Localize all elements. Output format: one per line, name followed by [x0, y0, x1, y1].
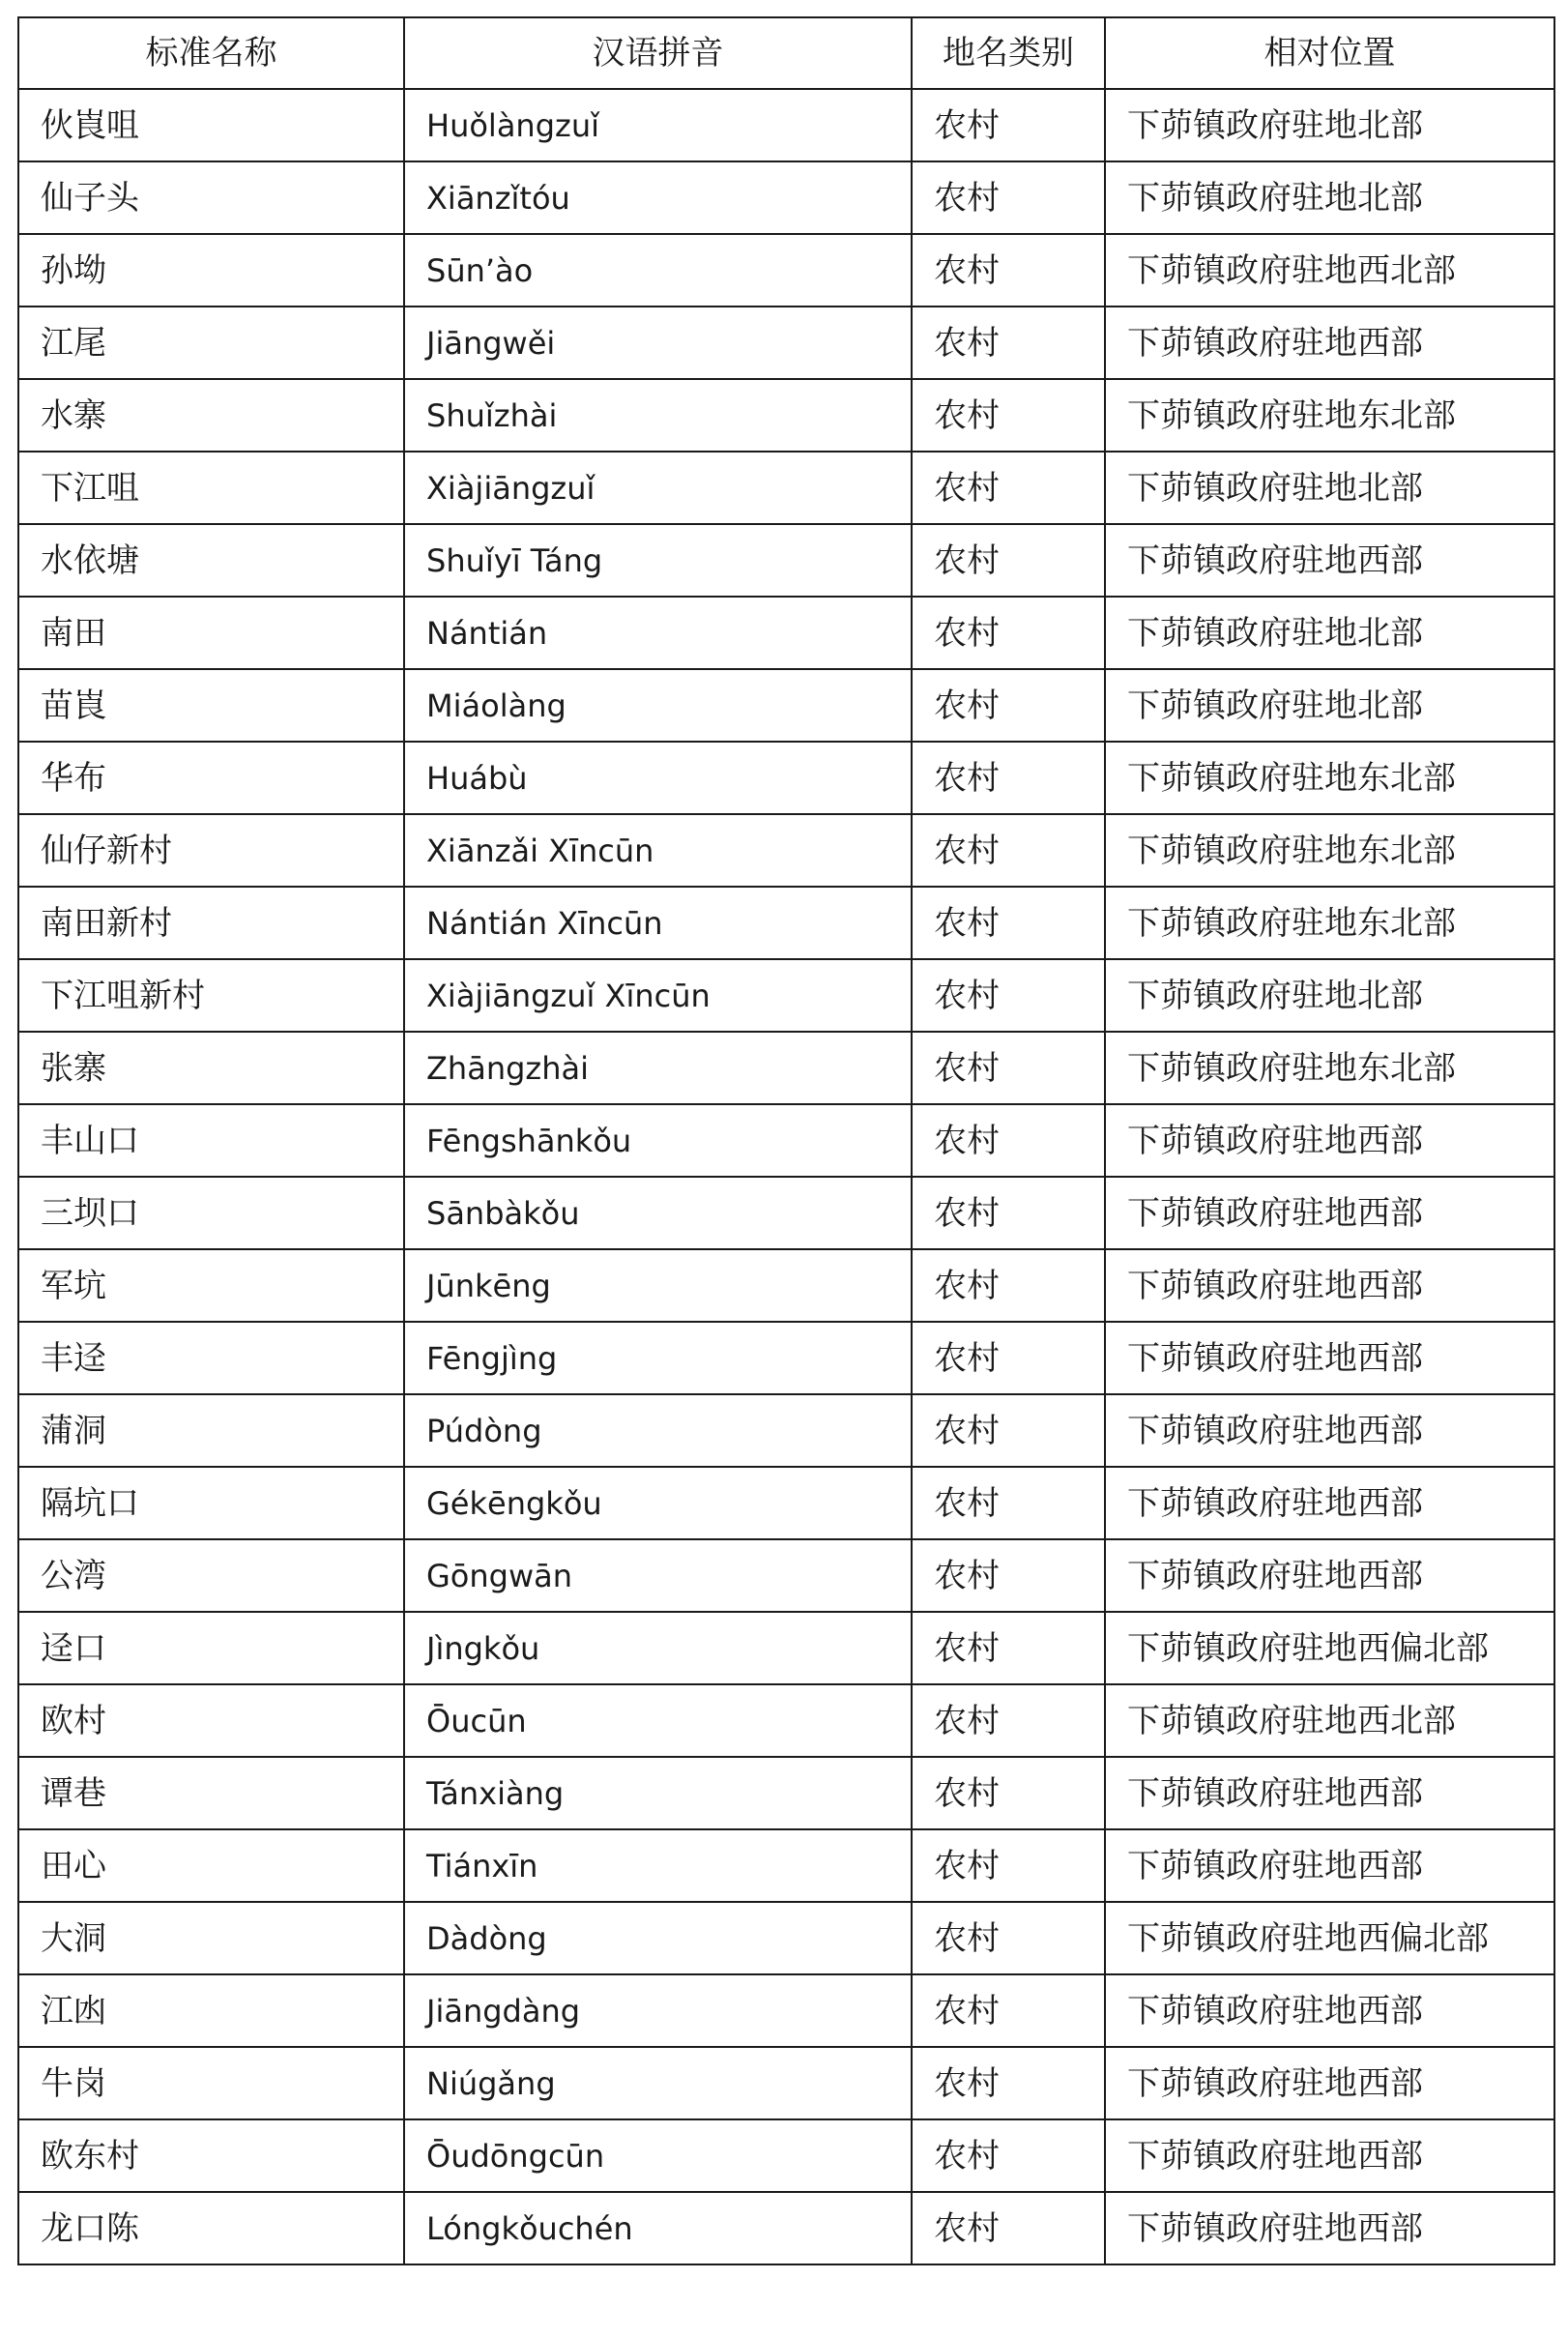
cell-pinyin: Ōudōngcūn — [404, 2119, 912, 2192]
cell-category: 农村 — [912, 1539, 1105, 1612]
table-row — [18, 814, 1554, 887]
table-row — [18, 1829, 1554, 1902]
cell-category: 农村 — [912, 1612, 1105, 1684]
table-row — [18, 2192, 1554, 2264]
table-row — [18, 379, 1554, 452]
cell-relative-position: 下茆镇政府驻地东北部 — [1105, 814, 1554, 887]
cell-standard-name: 蒲洞 — [18, 1394, 404, 1467]
header-relative-position: 相对位置 — [1105, 17, 1554, 89]
header-row — [18, 17, 1554, 89]
cell-category: 农村 — [912, 524, 1105, 597]
table-row — [18, 1177, 1554, 1249]
table-row — [18, 1974, 1554, 2047]
cell-pinyin: Fēngshānkǒu — [404, 1104, 912, 1177]
cell-standard-name: 苗崀 — [18, 669, 404, 742]
cell-pinyin: Shuǐzhài — [404, 379, 912, 452]
table-row — [18, 742, 1554, 814]
cell-standard-name: 牛岗 — [18, 2047, 404, 2119]
cell-pinyin: Zhāngzhài — [404, 1032, 912, 1104]
cell-pinyin: Ōucūn — [404, 1684, 912, 1757]
cell-pinyin: Shuǐyī Táng — [404, 524, 912, 597]
cell-standard-name: 隔坑口 — [18, 1467, 404, 1539]
cell-standard-name: 下江咀新村 — [18, 959, 404, 1032]
cell-category: 农村 — [912, 887, 1105, 959]
cell-standard-name: 欧村 — [18, 1684, 404, 1757]
cell-standard-name: 江凼 — [18, 1974, 404, 2047]
cell-pinyin: Fēngjìng — [404, 1322, 912, 1394]
cell-relative-position: 下茆镇政府驻地西部 — [1105, 1394, 1554, 1467]
cell-pinyin: Jiāngdàng — [404, 1974, 912, 2047]
table-row — [18, 1104, 1554, 1177]
table-row — [18, 959, 1554, 1032]
cell-category: 农村 — [912, 161, 1105, 234]
cell-relative-position: 下茆镇政府驻地北部 — [1105, 597, 1554, 669]
cell-relative-position: 下茆镇政府驻地西部 — [1105, 1829, 1554, 1902]
cell-pinyin: Xiàjiāngzuǐ — [404, 452, 912, 524]
cell-pinyin: Sūn’ào — [404, 234, 912, 307]
cell-relative-position: 下茆镇政府驻地西部 — [1105, 1539, 1554, 1612]
place-name-table-wrapper — [17, 16, 1553, 2265]
cell-pinyin: Sānbàkǒu — [404, 1177, 912, 1249]
cell-category: 农村 — [912, 1394, 1105, 1467]
cell-standard-name: 迳口 — [18, 1612, 404, 1684]
cell-standard-name: 仙子头 — [18, 161, 404, 234]
table-row — [18, 1032, 1554, 1104]
cell-pinyin: Gékēngkǒu — [404, 1467, 912, 1539]
header-category: 地名类别 — [912, 17, 1105, 89]
cell-category: 农村 — [912, 234, 1105, 307]
cell-standard-name: 仙仔新村 — [18, 814, 404, 887]
cell-relative-position: 下茆镇政府驻地西偏北部 — [1105, 1902, 1554, 1974]
cell-standard-name: 军坑 — [18, 1249, 404, 1322]
cell-relative-position: 下茆镇政府驻地西部 — [1105, 1249, 1554, 1322]
table-row — [18, 1249, 1554, 1322]
cell-category: 农村 — [912, 742, 1105, 814]
table-row — [18, 887, 1554, 959]
cell-category: 农村 — [912, 1104, 1105, 1177]
cell-standard-name: 丰迳 — [18, 1322, 404, 1394]
cell-category: 农村 — [912, 2192, 1105, 2264]
cell-standard-name: 南田 — [18, 597, 404, 669]
cell-pinyin: Púdòng — [404, 1394, 912, 1467]
cell-standard-name: 孙坳 — [18, 234, 404, 307]
table-row — [18, 2047, 1554, 2119]
table-row — [18, 524, 1554, 597]
cell-category: 农村 — [912, 307, 1105, 379]
cell-standard-name: 三坝口 — [18, 1177, 404, 1249]
cell-relative-position: 下茆镇政府驻地北部 — [1105, 89, 1554, 161]
cell-category: 农村 — [912, 1974, 1105, 2047]
cell-pinyin: Nántián Xīncūn — [404, 887, 912, 959]
cell-relative-position: 下茆镇政府驻地西部 — [1105, 2047, 1554, 2119]
cell-standard-name: 龙口陈 — [18, 2192, 404, 2264]
cell-category: 农村 — [912, 1757, 1105, 1829]
cell-category: 农村 — [912, 1032, 1105, 1104]
table-row — [18, 1757, 1554, 1829]
table-row — [18, 597, 1554, 669]
cell-standard-name: 张寨 — [18, 1032, 404, 1104]
cell-pinyin: Tiánxīn — [404, 1829, 912, 1902]
cell-category: 农村 — [912, 1829, 1105, 1902]
cell-standard-name: 大洞 — [18, 1902, 404, 1974]
cell-pinyin: Dàdòng — [404, 1902, 912, 1974]
table-row — [18, 1322, 1554, 1394]
cell-pinyin: Gōngwān — [404, 1539, 912, 1612]
cell-category: 农村 — [912, 814, 1105, 887]
cell-relative-position: 下茆镇政府驻地东北部 — [1105, 742, 1554, 814]
cell-standard-name: 公湾 — [18, 1539, 404, 1612]
cell-category: 农村 — [912, 597, 1105, 669]
cell-standard-name: 华布 — [18, 742, 404, 814]
cell-pinyin: Huábù — [404, 742, 912, 814]
cell-standard-name: 下江咀 — [18, 452, 404, 524]
cell-relative-position: 下茆镇政府驻地北部 — [1105, 959, 1554, 1032]
cell-standard-name: 谭巷 — [18, 1757, 404, 1829]
cell-relative-position: 下茆镇政府驻地北部 — [1105, 669, 1554, 742]
cell-pinyin: Tánxiàng — [404, 1757, 912, 1829]
header-pinyin: 汉语拼音 — [404, 17, 912, 89]
cell-pinyin: Nántián — [404, 597, 912, 669]
cell-category: 农村 — [912, 2047, 1105, 2119]
cell-category: 农村 — [912, 379, 1105, 452]
cell-relative-position: 下茆镇政府驻地东北部 — [1105, 887, 1554, 959]
cell-pinyin: Xiānzǐtóu — [404, 161, 912, 234]
cell-relative-position: 下茆镇政府驻地西部 — [1105, 1177, 1554, 1249]
cell-relative-position: 下茆镇政府驻地西部 — [1105, 524, 1554, 597]
cell-standard-name: 水依塘 — [18, 524, 404, 597]
cell-relative-position: 下茆镇政府驻地西部 — [1105, 1104, 1554, 1177]
cell-relative-position: 下茆镇政府驻地西部 — [1105, 307, 1554, 379]
cell-standard-name: 田心 — [18, 1829, 404, 1902]
cell-pinyin: Xiàjiāngzuǐ Xīncūn — [404, 959, 912, 1032]
cell-pinyin: Jìngkǒu — [404, 1612, 912, 1684]
cell-category: 农村 — [912, 669, 1105, 742]
cell-relative-position: 下茆镇政府驻地西部 — [1105, 1322, 1554, 1394]
table-row — [18, 1612, 1554, 1684]
cell-relative-position: 下茆镇政府驻地西部 — [1105, 2119, 1554, 2192]
table-body — [18, 89, 1554, 2264]
cell-standard-name: 南田新村 — [18, 887, 404, 959]
cell-relative-position: 下茆镇政府驻地西北部 — [1105, 234, 1554, 307]
table-row — [18, 2119, 1554, 2192]
cell-pinyin: Miáolàng — [404, 669, 912, 742]
table-row — [18, 1902, 1554, 1974]
cell-category: 农村 — [912, 1684, 1105, 1757]
table-row — [18, 1684, 1554, 1757]
cell-relative-position: 下茆镇政府驻地北部 — [1105, 161, 1554, 234]
cell-standard-name: 欧东村 — [18, 2119, 404, 2192]
table-row — [18, 1467, 1554, 1539]
cell-category: 农村 — [912, 1902, 1105, 1974]
cell-category: 农村 — [912, 1322, 1105, 1394]
table-row — [18, 307, 1554, 379]
cell-relative-position: 下茆镇政府驻地西部 — [1105, 1974, 1554, 2047]
cell-relative-position: 下茆镇政府驻地西偏北部 — [1105, 1612, 1554, 1684]
cell-category: 农村 — [912, 452, 1105, 524]
place-name-table — [17, 16, 1555, 2265]
cell-standard-name: 江尾 — [18, 307, 404, 379]
cell-standard-name: 伙崀咀 — [18, 89, 404, 161]
cell-relative-position: 下茆镇政府驻地西部 — [1105, 2192, 1554, 2264]
cell-relative-position: 下茆镇政府驻地东北部 — [1105, 379, 1554, 452]
table-header — [18, 17, 1554, 89]
cell-relative-position: 下茆镇政府驻地东北部 — [1105, 1032, 1554, 1104]
cell-standard-name: 水寨 — [18, 379, 404, 452]
cell-category: 农村 — [912, 2119, 1105, 2192]
cell-pinyin: Lóngkǒuchén — [404, 2192, 912, 2264]
cell-category: 农村 — [912, 959, 1105, 1032]
cell-relative-position: 下茆镇政府驻地北部 — [1105, 452, 1554, 524]
cell-pinyin: Jūnkēng — [404, 1249, 912, 1322]
cell-category: 农村 — [912, 89, 1105, 161]
cell-category: 农村 — [912, 1249, 1105, 1322]
cell-pinyin: Huǒlàngzuǐ — [404, 89, 912, 161]
table-row — [18, 1394, 1554, 1467]
table-row — [18, 669, 1554, 742]
cell-standard-name: 丰山口 — [18, 1104, 404, 1177]
cell-pinyin: Xiānzǎi Xīncūn — [404, 814, 912, 887]
cell-pinyin: Niúgǎng — [404, 2047, 912, 2119]
cell-category: 农村 — [912, 1467, 1105, 1539]
table-row — [18, 234, 1554, 307]
cell-relative-position: 下茆镇政府驻地西部 — [1105, 1757, 1554, 1829]
cell-category: 农村 — [912, 1177, 1105, 1249]
table-row — [18, 161, 1554, 234]
table-row — [18, 89, 1554, 161]
cell-pinyin: Jiāngwěi — [404, 307, 912, 379]
table-row — [18, 452, 1554, 524]
header-standard-name: 标准名称 — [18, 17, 404, 89]
cell-relative-position: 下茆镇政府驻地西北部 — [1105, 1684, 1554, 1757]
cell-relative-position: 下茆镇政府驻地西部 — [1105, 1467, 1554, 1539]
table-row — [18, 1539, 1554, 1612]
